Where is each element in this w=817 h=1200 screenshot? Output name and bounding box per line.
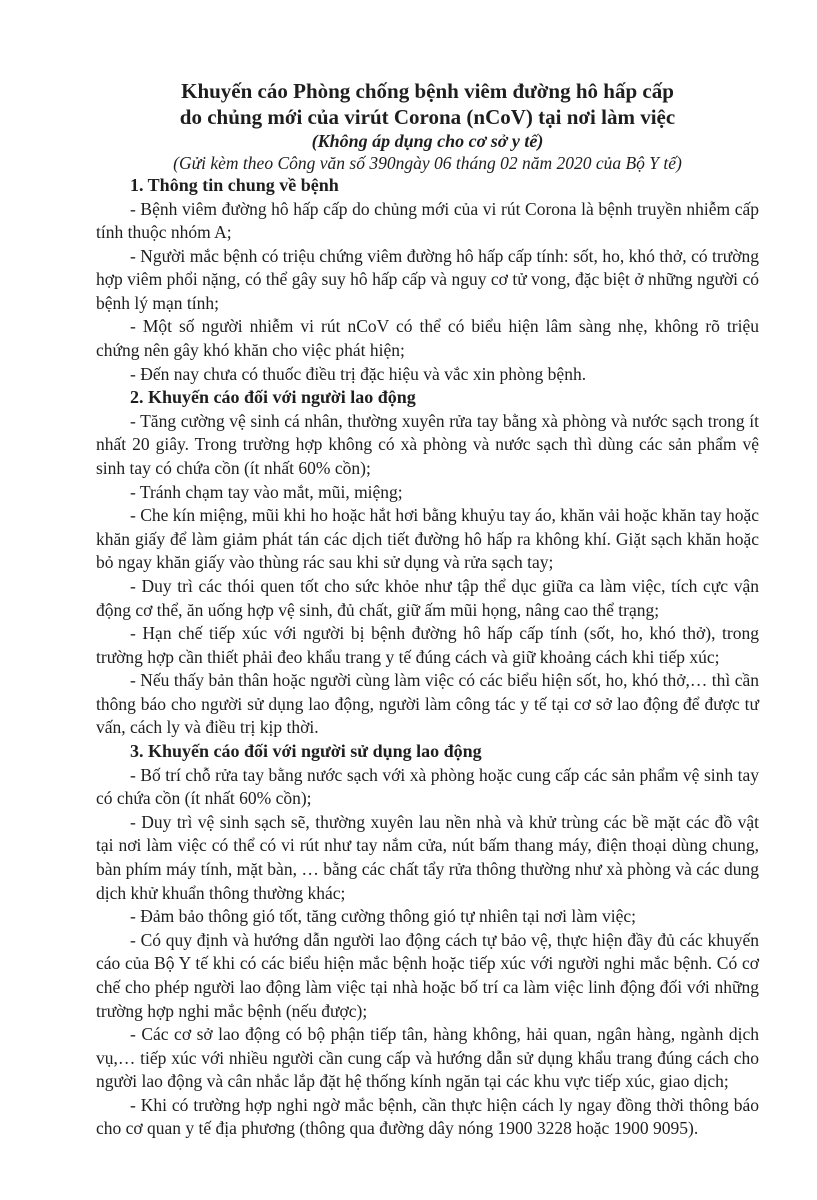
paragraph: - Có quy định và hướng dẫn người lao động cách tự bảo vệ, thực hiện đầy đủ các khuyến cáo của Bộ Y tế khi có các biểu hiện mắc bệnh hoặc tiếp xúc với người nghi mắc bệnh. Có cơ chế cho phép người lao động làm việc tại nhà hoặc bố trí ca làm việc linh động đối với những trường hợp nghi mắc bệnh (nếu được); (96, 929, 759, 1021)
paragraph: - Tăng cường vệ sinh cá nhân, thường xuyên rửa tay bằng xà phòng và nước sạch trong ít nhất 20 giây. Trong trường hợp không có xà phòng và nước sạch thì dùng các sản phẩm vệ sinh tay có chứa cồn (ít nhất 60% cồn); (96, 410, 759, 478)
paragraph: - Tránh chạm tay vào mắt, mũi, miệng; (130, 481, 403, 502)
paragraph: - Duy trì vệ sinh sạch sẽ, thường xuyên lau nền nhà và khử trùng các bề mặt các đồ vật tại nơi làm việc có thể có vi rút như tay nắm cửa, nút bấm thang máy, điện thoại dùng chung, bàn phím máy tính, mặt bàn, … bằng các chất tẩy rửa thông thường như xà phòng và các dung dịch khử khuẩn thông thường khác; (96, 811, 759, 903)
section-employers (96, 740, 759, 1141)
paragraph: - Đến nay chưa có thuốc điều trị đặc hiệu và vắc xin phòng bệnh. (130, 363, 587, 384)
section-workers (96, 386, 759, 740)
paragraph: - Che kín miệng, mũi khi ho hoặc hắt hơi bằng khuỷu tay áo, khăn vải hoặc khăn tay hoặc khăn giấy để làm giảm phát tán các dịch tiết đường hô hấp ra không khí. Giặt sạch khăn hoặc bỏ ngay khăn giấy vào thùng rác sau khi sử dụng và rửa sạch tay; (96, 505, 759, 573)
paragraph: - Bố trí chỗ rửa tay bằng nước sạch với xà phòng hoặc cung cấp các sản phẩm vệ sinh tay có chứa cồn (ít nhất 60% cồn); (96, 764, 759, 809)
paragraph: - Bệnh viêm đường hô hấp cấp do chủng mới của vi rút Corona là bệnh truyền nhiễm cấp tính thuộc nhóm A; (96, 198, 759, 243)
document-note: (Gửi kèm theo Công văn số 390ngày 06 tháng 02 năm 2020 của Bộ Y tế) (173, 153, 682, 173)
paragraph: - Các cơ sở lao động có bộ phận tiếp tân, hàng không, hải quan, ngân hàng, ngành dịch vụ,… tiếp xúc với nhiều người cần cung cấp và hướng dẫn sử dụng khẩu trang đúng cách cho người lao động và cân nhắc lắp đặt hệ thống kính ngăn tại các khu vực tiếp xúc, giao dịch; (96, 1024, 759, 1092)
section-general-info (96, 174, 759, 386)
paragraph: - Người mắc bệnh có triệu chứng viêm đường hô hấp cấp tính: sốt, ho, khó thở, có trường hợp viêm phổi nặng, có thể gây suy hô hấp cấp và nguy cơ tử vong, đặc biệt ở những người có bệnh lý mạn tính; (96, 245, 759, 313)
section-heading: 1. Thông tin chung về bệnh (130, 175, 339, 195)
document-title-line2: do chủng mới của virút Corona (nCoV) tại nơi làm việc (179, 105, 676, 129)
document-title-line1: Khuyến cáo Phòng chống bệnh viêm đường hô hấp cấp (181, 79, 674, 103)
document-subtitle: (Không áp dụng cho cơ sở y tế) (311, 131, 544, 151)
section-heading: 3. Khuyến cáo đối với người sử dụng lao động (130, 741, 482, 762)
paragraph: - Hạn chế tiếp xúc với người bị bệnh đường hô hấp cấp tính (sốt, ho, khó thở), trong trường hợp cần thiết phải đeo khẩu trang y tế đúng cách và giữ khoảng cách khi tiếp xúc; (96, 623, 759, 667)
paragraph: - Nếu thấy bản thân hoặc người cùng làm việc có các biểu hiện sốt, ho, khó thở,… thì cần thông báo cho người sử dụng lao động, người làm công tác y tế tại cơ sở lao động để được tư vấn, cách ly và điều trị kịp thời. (96, 670, 759, 738)
section-heading: 2. Khuyến cáo đối với người lao động (130, 387, 416, 408)
paragraph: - Khi có trường hợp nghi ngờ mắc bệnh, cần thực hiện cách ly ngay đồng thời thông báo cho cơ quan y tế địa phương (thông qua đường dây nóng 1900 3228 hoặc 1900 9095). (96, 1094, 759, 1139)
paragraph: - Một số người nhiễm vi rút nCoV có thể có biểu hiện lâm sàng nhẹ, không rõ triệu chứng nên gây khó khăn cho việc phát hiện; (96, 316, 759, 361)
paragraph: - Đảm bảo thông gió tốt, tăng cường thông gió tự nhiên tại nơi làm việc; (130, 906, 637, 927)
paragraph: - Duy trì các thói quen tốt cho sức khỏe như tập thể dục giữa ca làm việc, tích cực vận động cơ thể, ăn uống hợp vệ sinh, đủ chất, giữ ấm mũi họng, nâng cao thể trạng; (96, 575, 759, 620)
